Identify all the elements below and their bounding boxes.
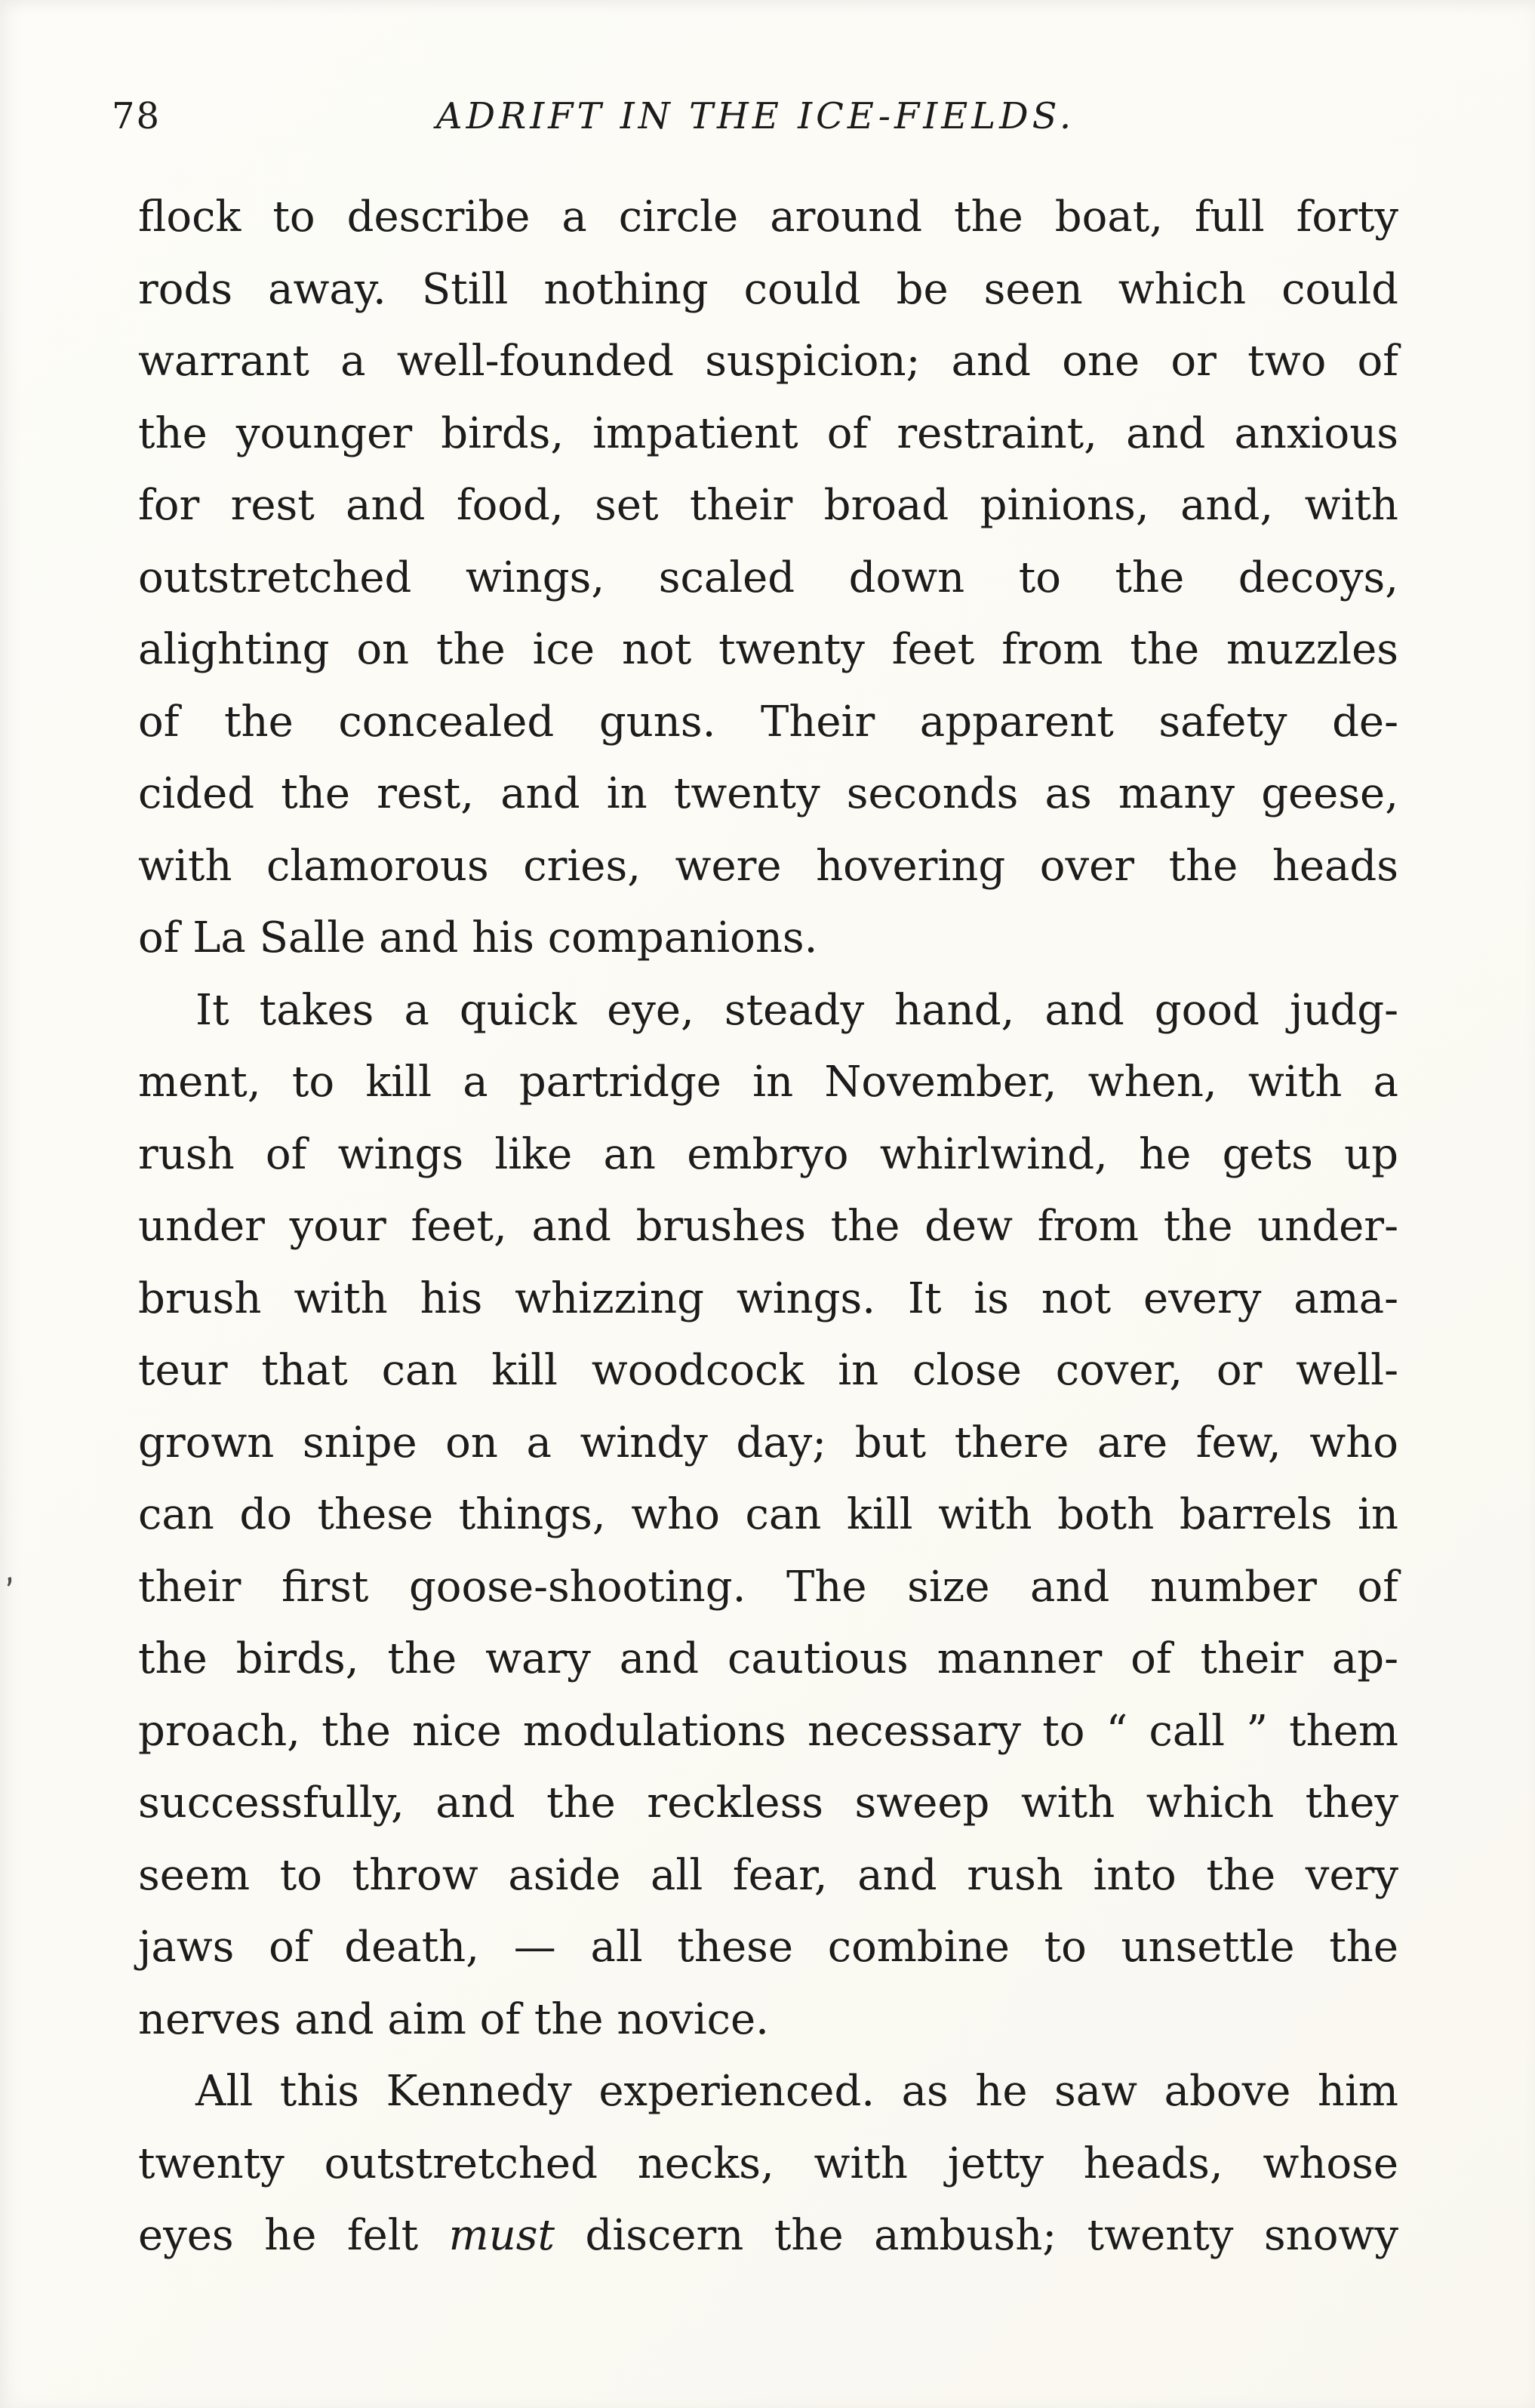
text-line: brush with his whizzing wings. It is not every ama- [138,1273,1398,1323]
text-line: alighting on the ice not twenty feet from the muzzles [138,625,1398,674]
text-line: cided the rest, and in twenty seconds as many geese, [138,769,1398,818]
scan-artifact-mark: ’ [1,1569,22,1612]
page-number: 78 [112,95,161,137]
text-line: twenty outstretched necks, with jetty heads, whose [138,2139,1398,2188]
text-line: the birds, the wary and cautious manner of their ap- [138,1634,1398,1683]
text-line: the younger birds, impatient of restraint, and anxious [138,408,1398,458]
text-line: their first goose-shooting. The size and number of [138,1562,1398,1612]
text-line: rush of wings like an embryo whirlwind, he gets up [138,1129,1398,1179]
text-line: grown snipe on a windy day; but there are few, who [138,1418,1398,1467]
text-block [138,181,1398,2272]
text-line: flock to describe a circle around the boat, full forty [138,192,1398,242]
paragraph [138,975,1398,2056]
text-line: of the concealed guns. Their apparent safety de- [138,697,1398,747]
text-line: seem to throw aside all fear, and rush into the very [138,1850,1398,1900]
text-line: of La Salle and his companions. [138,913,818,962]
paragraph [138,181,1398,975]
text-line: jaws of death, — all these combine to unsettle the [138,1923,1398,1972]
text-line: All this Kennedy experienced. as he saw above him [195,2067,1398,2116]
text-line: eyes he felt must discern the ambush; twenty snowy [138,2211,1399,2260]
text-line: warrant a well-founded suspicion; and one or two of [138,337,1398,386]
text-line: proach, the nice modulations necessary to “ call ” them [138,1706,1398,1756]
text-line: with clamorous cries, were hovering over the heads [138,841,1398,891]
text-line: ment, to kill a partridge in November, when, with a [138,1058,1398,1107]
text-line: can do these things, who can kill with both barrels in [138,1490,1398,1539]
text-line: It takes a quick eye, steady hand, and good judg- [195,985,1398,1035]
text-line: rods away. Still nothing could be seen which could [138,264,1398,314]
page-header [112,95,1399,156]
text-line: teur that can kill woodcock in close cover, or well- [138,1346,1398,1395]
text-line: nerves and aim of the novice. [138,1994,769,2044]
text-line: under your feet, and brushes the dew from the under- [138,1202,1398,1251]
text-line: outstretched wings, scaled down to the decoys, [138,553,1398,602]
text-line: successfully, and the reckless sweep with which they [138,1778,1398,1828]
paragraph [138,2055,1398,2272]
text-line: for rest and food, set their broad pinions, and, with [138,481,1398,530]
running-title: ADRIFT IN THE ICE-FIELDS. [435,95,1075,137]
